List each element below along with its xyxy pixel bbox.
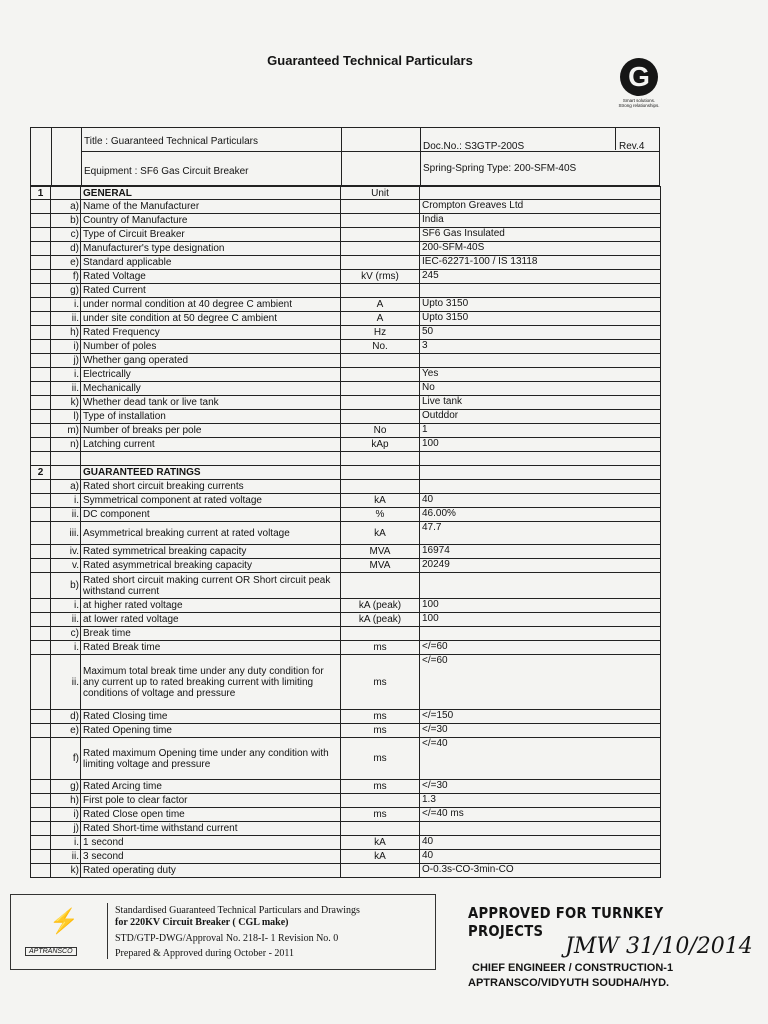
row-index: l) (51, 410, 81, 424)
table-row (31, 270, 661, 284)
row-value: 50 (420, 326, 661, 340)
table-row (31, 242, 661, 256)
row-index: e) (51, 724, 81, 738)
row-value: 200-SFM-40S (420, 242, 661, 256)
row-index: j) (51, 822, 81, 836)
row-description: under site condition at 50 degree C ambient (81, 312, 341, 326)
row-index: i) (51, 808, 81, 822)
row-number (31, 396, 51, 410)
row-description: Rated Short-time withstand current (81, 822, 341, 836)
table-row (31, 559, 661, 573)
row-description: Rated short circuit breaking currents (81, 480, 341, 494)
row-index: i. (51, 298, 81, 312)
row-number (31, 822, 51, 836)
row-index (51, 187, 81, 200)
table-row (31, 808, 661, 822)
table-row (31, 480, 661, 494)
row-description: Break time (81, 627, 341, 641)
row-number (31, 326, 51, 340)
table-row (31, 326, 661, 340)
row-index: d) (51, 710, 81, 724)
row-index: iv. (51, 545, 81, 559)
table-row (31, 284, 661, 298)
row-value: No (420, 382, 661, 396)
table-row (31, 641, 661, 655)
row-unit: MVA (341, 545, 420, 559)
table-row (31, 424, 661, 438)
row-index: b) (51, 214, 81, 228)
row-number (31, 368, 51, 382)
row-index: ii. (51, 382, 81, 396)
logo-tagline: Smart solutions. Strong relationships. (618, 98, 660, 108)
row-value: 1.3 (420, 794, 661, 808)
row-index: ii. (51, 312, 81, 326)
row-index: f) (51, 270, 81, 284)
row-unit (341, 794, 420, 808)
row-unit: A (341, 312, 420, 326)
row-number (31, 214, 51, 228)
doc-title: Title : Guaranteed Technical Particulars (84, 136, 258, 147)
table-row (31, 396, 661, 410)
row-description: Rated Opening time (81, 724, 341, 738)
organization: APTRANSCO/VIDYUTH SOUDHA/HYD. (468, 977, 670, 989)
table-row (31, 724, 661, 738)
row-number (31, 382, 51, 396)
row-description: Number of breaks per pole (81, 424, 341, 438)
row-value: 100 (420, 613, 661, 627)
row-index: ii. (51, 508, 81, 522)
row-unit: ms (341, 655, 420, 710)
row-number (31, 850, 51, 864)
row-unit (341, 382, 420, 396)
row-number (31, 508, 51, 522)
row-number (31, 599, 51, 613)
footer-line-3: STD/GTP-DWG/Approval No. 218-I- 1 Revision No. 0 (115, 933, 339, 944)
row-description: Rated maximum Opening time under any condition with limiting voltage and pressure (81, 738, 341, 780)
row-description: Standard applicable (81, 256, 341, 270)
table-row (31, 354, 661, 368)
table-row (31, 794, 661, 808)
row-number (31, 340, 51, 354)
row-unit: MVA (341, 559, 420, 573)
row-number: 2 (31, 466, 51, 480)
row-index: b) (51, 573, 81, 599)
row-description: Rated asymmetrical breaking capacity (81, 559, 341, 573)
row-number (31, 613, 51, 627)
row-description: GUARANTEED RATINGS (81, 466, 341, 480)
table-row (31, 410, 661, 424)
row-number (31, 864, 51, 878)
approval-stamp: APPROVED FOR TURNKEY PROJECTS (468, 904, 664, 940)
row-unit: ms (341, 641, 420, 655)
row-unit: kA (peak) (341, 613, 420, 627)
row-description: Rated short circuit making current OR Short circuit peak withstand current (81, 573, 341, 599)
row-value: </=150 (420, 710, 661, 724)
table-row (31, 613, 661, 627)
row-value: 1 (420, 424, 661, 438)
table-row (31, 214, 661, 228)
particulars-table (30, 186, 661, 878)
row-value (420, 452, 661, 466)
equipment-type: Spring-Spring Type: 200-SFM-40S (423, 163, 577, 174)
row-index: j) (51, 354, 81, 368)
row-index: i) (51, 340, 81, 354)
row-unit (341, 242, 420, 256)
table-row (31, 368, 661, 382)
row-index: ii. (51, 613, 81, 627)
row-number (31, 655, 51, 710)
row-description (81, 452, 341, 466)
row-index: v. (51, 559, 81, 573)
row-description: Type of Circuit Breaker (81, 228, 341, 242)
row-description: First pole to clear factor (81, 794, 341, 808)
row-number (31, 522, 51, 545)
page-title: Guaranteed Technical Particulars (267, 53, 473, 68)
row-description: Rated Closing time (81, 710, 341, 724)
row-description: Mechanically (81, 382, 341, 396)
row-index: a) (51, 480, 81, 494)
table-row (31, 599, 661, 613)
row-number: 1 (31, 187, 51, 200)
row-value: 100 (420, 599, 661, 613)
row-value: 100 (420, 438, 661, 452)
row-index: i. (51, 368, 81, 382)
row-description: at higher rated voltage (81, 599, 341, 613)
row-unit: kA (341, 494, 420, 508)
row-value: </=60 (420, 655, 661, 710)
row-value: </=30 (420, 780, 661, 794)
row-value: Upto 3150 (420, 312, 661, 326)
row-index (51, 452, 81, 466)
row-index (51, 466, 81, 480)
table-row (31, 655, 661, 710)
table-row (31, 710, 661, 724)
row-value: </=30 (420, 724, 661, 738)
row-number (31, 494, 51, 508)
footer-line-2: for 220KV Circuit Breaker ( CGL make) (115, 917, 289, 928)
row-number (31, 200, 51, 214)
row-description: Rated Frequency (81, 326, 341, 340)
row-index: c) (51, 228, 81, 242)
row-description: Symmetrical component at rated voltage (81, 494, 341, 508)
row-value: Outddor (420, 410, 661, 424)
row-value: India (420, 214, 661, 228)
row-value: </=40 (420, 738, 661, 780)
g-logo-icon: G (620, 58, 658, 96)
aptransco-logo: ⚡ APTRANSCO (15, 903, 108, 959)
row-value (420, 822, 661, 836)
row-description: Maximum total break time under any duty condition for any current up to rated breaking current with limiting conditions of voltage and pressure (81, 655, 341, 710)
row-value (420, 466, 661, 480)
row-number (31, 794, 51, 808)
row-description: Rated Current (81, 284, 341, 298)
approval-footer (10, 894, 436, 970)
row-value (420, 573, 661, 599)
table-row (31, 864, 661, 878)
row-description: Manufacturer's type designation (81, 242, 341, 256)
table-row (31, 466, 661, 480)
row-unit (341, 480, 420, 494)
row-description: Type of installation (81, 410, 341, 424)
row-value: Crompton Greaves Ltd (420, 200, 661, 214)
table-row (31, 200, 661, 214)
row-index: f) (51, 738, 81, 780)
row-unit: % (341, 508, 420, 522)
row-unit: A (341, 298, 420, 312)
row-description: Rated symmetrical breaking capacity (81, 545, 341, 559)
row-description: Asymmetrical breaking current at rated voltage (81, 522, 341, 545)
row-value: 40 (420, 850, 661, 864)
row-unit (341, 410, 420, 424)
row-unit: kA (341, 850, 420, 864)
row-description: Rated Voltage (81, 270, 341, 284)
row-number (31, 410, 51, 424)
row-number (31, 298, 51, 312)
footer-line-1: Standardised Guaranteed Technical Particulars and Drawings (115, 905, 360, 916)
row-number (31, 545, 51, 559)
row-number (31, 256, 51, 270)
row-index: i. (51, 494, 81, 508)
doc-number: Doc.No.: S3GTP-200S (423, 141, 525, 152)
row-unit (341, 822, 420, 836)
table-row (31, 452, 661, 466)
row-unit (341, 200, 420, 214)
row-index: ii. (51, 850, 81, 864)
row-number (31, 284, 51, 298)
row-description: Rated Arcing time (81, 780, 341, 794)
row-description: at lower rated voltage (81, 613, 341, 627)
row-description: Name of the Manufacturer (81, 200, 341, 214)
row-description: GENERAL (81, 187, 341, 200)
row-number (31, 354, 51, 368)
row-value: 46.00% (420, 508, 661, 522)
row-index: g) (51, 780, 81, 794)
row-value: 3 (420, 340, 661, 354)
row-number (31, 808, 51, 822)
row-unit: kA (341, 522, 420, 545)
table-row (31, 545, 661, 559)
row-value (420, 480, 661, 494)
row-value: Upto 3150 (420, 298, 661, 312)
table-row (31, 508, 661, 522)
table-row (31, 382, 661, 396)
row-unit (341, 452, 420, 466)
equipment: Equipment : SF6 Gas Circuit Breaker (84, 166, 249, 177)
row-index: k) (51, 396, 81, 410)
row-index: c) (51, 627, 81, 641)
transmission-tower-icon: ⚡ (49, 908, 79, 935)
row-number (31, 836, 51, 850)
row-index: m) (51, 424, 81, 438)
row-unit: kA (341, 836, 420, 850)
row-number (31, 641, 51, 655)
row-value: </=60 (420, 641, 661, 655)
row-value: 16974 (420, 545, 661, 559)
row-index: a) (51, 200, 81, 214)
row-unit: kV (rms) (341, 270, 420, 284)
row-index: i. (51, 599, 81, 613)
row-number (31, 242, 51, 256)
row-unit (341, 466, 420, 480)
row-number (31, 559, 51, 573)
table-row (31, 822, 661, 836)
table-row (31, 312, 661, 326)
table-row (31, 340, 661, 354)
row-value (420, 187, 661, 200)
row-unit (341, 368, 420, 382)
row-description: Whether dead tank or live tank (81, 396, 341, 410)
row-description: Country of Manufacture (81, 214, 341, 228)
row-unit: kA (peak) (341, 599, 420, 613)
row-index: e) (51, 256, 81, 270)
revision: Rev.4 (619, 141, 645, 152)
row-unit (341, 627, 420, 641)
officer-designation: CHIEF ENGINEER / CONSTRUCTION-1 (472, 962, 674, 974)
document-header-table (30, 127, 660, 186)
row-number (31, 573, 51, 599)
row-unit: No (341, 424, 420, 438)
row-description: under normal condition at 40 degree C ambient (81, 298, 341, 312)
table-row (31, 298, 661, 312)
table-row (31, 438, 661, 452)
row-value: </=40 ms (420, 808, 661, 822)
row-number (31, 424, 51, 438)
row-description: 1 second (81, 836, 341, 850)
row-value: O-0.3s-CO-3min-CO (420, 864, 661, 878)
signature: JMW 31/10/2014 (565, 934, 753, 959)
table-row (31, 836, 661, 850)
row-unit: ms (341, 710, 420, 724)
table-row (31, 738, 661, 780)
row-number (31, 452, 51, 466)
row-number (31, 780, 51, 794)
table-row (31, 573, 661, 599)
row-description: DC component (81, 508, 341, 522)
row-unit: ms (341, 808, 420, 822)
row-description: 3 second (81, 850, 341, 864)
row-index: h) (51, 794, 81, 808)
row-unit: ms (341, 724, 420, 738)
row-index: n) (51, 438, 81, 452)
row-value: Yes (420, 368, 661, 382)
row-number (31, 438, 51, 452)
row-index: h) (51, 326, 81, 340)
table-row (31, 494, 661, 508)
row-value: SF6 Gas Insulated (420, 228, 661, 242)
row-number (31, 627, 51, 641)
table-row (31, 187, 661, 200)
row-unit (341, 396, 420, 410)
row-number (31, 228, 51, 242)
row-description: Latching current (81, 438, 341, 452)
row-unit (341, 214, 420, 228)
table-row (31, 850, 661, 864)
row-description: Rated Close open time (81, 808, 341, 822)
row-index: iii. (51, 522, 81, 545)
row-value: 40 (420, 494, 661, 508)
row-number (31, 710, 51, 724)
table-row (31, 780, 661, 794)
row-description: Rated operating duty (81, 864, 341, 878)
row-value: 47.7 (420, 522, 661, 545)
row-description: Number of poles (81, 340, 341, 354)
row-unit (341, 864, 420, 878)
table-row (31, 256, 661, 270)
row-unit (341, 228, 420, 242)
row-index: g) (51, 284, 81, 298)
row-index: d) (51, 242, 81, 256)
row-index: i. (51, 641, 81, 655)
row-value (420, 627, 661, 641)
row-unit (341, 573, 420, 599)
row-unit (341, 284, 420, 298)
row-value (420, 284, 661, 298)
row-unit: ms (341, 738, 420, 780)
row-index: ii. (51, 655, 81, 710)
row-number (31, 738, 51, 780)
row-description: Electrically (81, 368, 341, 382)
row-value: 40 (420, 836, 661, 850)
company-logo (612, 58, 666, 108)
table-row (31, 228, 661, 242)
row-unit: Unit (341, 187, 420, 200)
row-unit: kAp (341, 438, 420, 452)
row-unit (341, 354, 420, 368)
table-row (31, 522, 661, 545)
row-unit (341, 256, 420, 270)
footer-line-4: Prepared & Approved during October - 2011 (115, 948, 295, 959)
row-number (31, 270, 51, 284)
row-unit: ms (341, 780, 420, 794)
row-value: 20249 (420, 559, 661, 573)
row-number (31, 480, 51, 494)
row-value: 245 (420, 270, 661, 284)
table-row (31, 627, 661, 641)
row-description: Whether gang operated (81, 354, 341, 368)
row-unit: Hz (341, 326, 420, 340)
row-value: Live tank (420, 396, 661, 410)
row-index: k) (51, 864, 81, 878)
row-number (31, 312, 51, 326)
row-value: IEC-62271-100 / IS 13118 (420, 256, 661, 270)
row-index: i. (51, 836, 81, 850)
row-description: Rated Break time (81, 641, 341, 655)
row-unit: No. (341, 340, 420, 354)
row-number (31, 724, 51, 738)
row-value (420, 354, 661, 368)
